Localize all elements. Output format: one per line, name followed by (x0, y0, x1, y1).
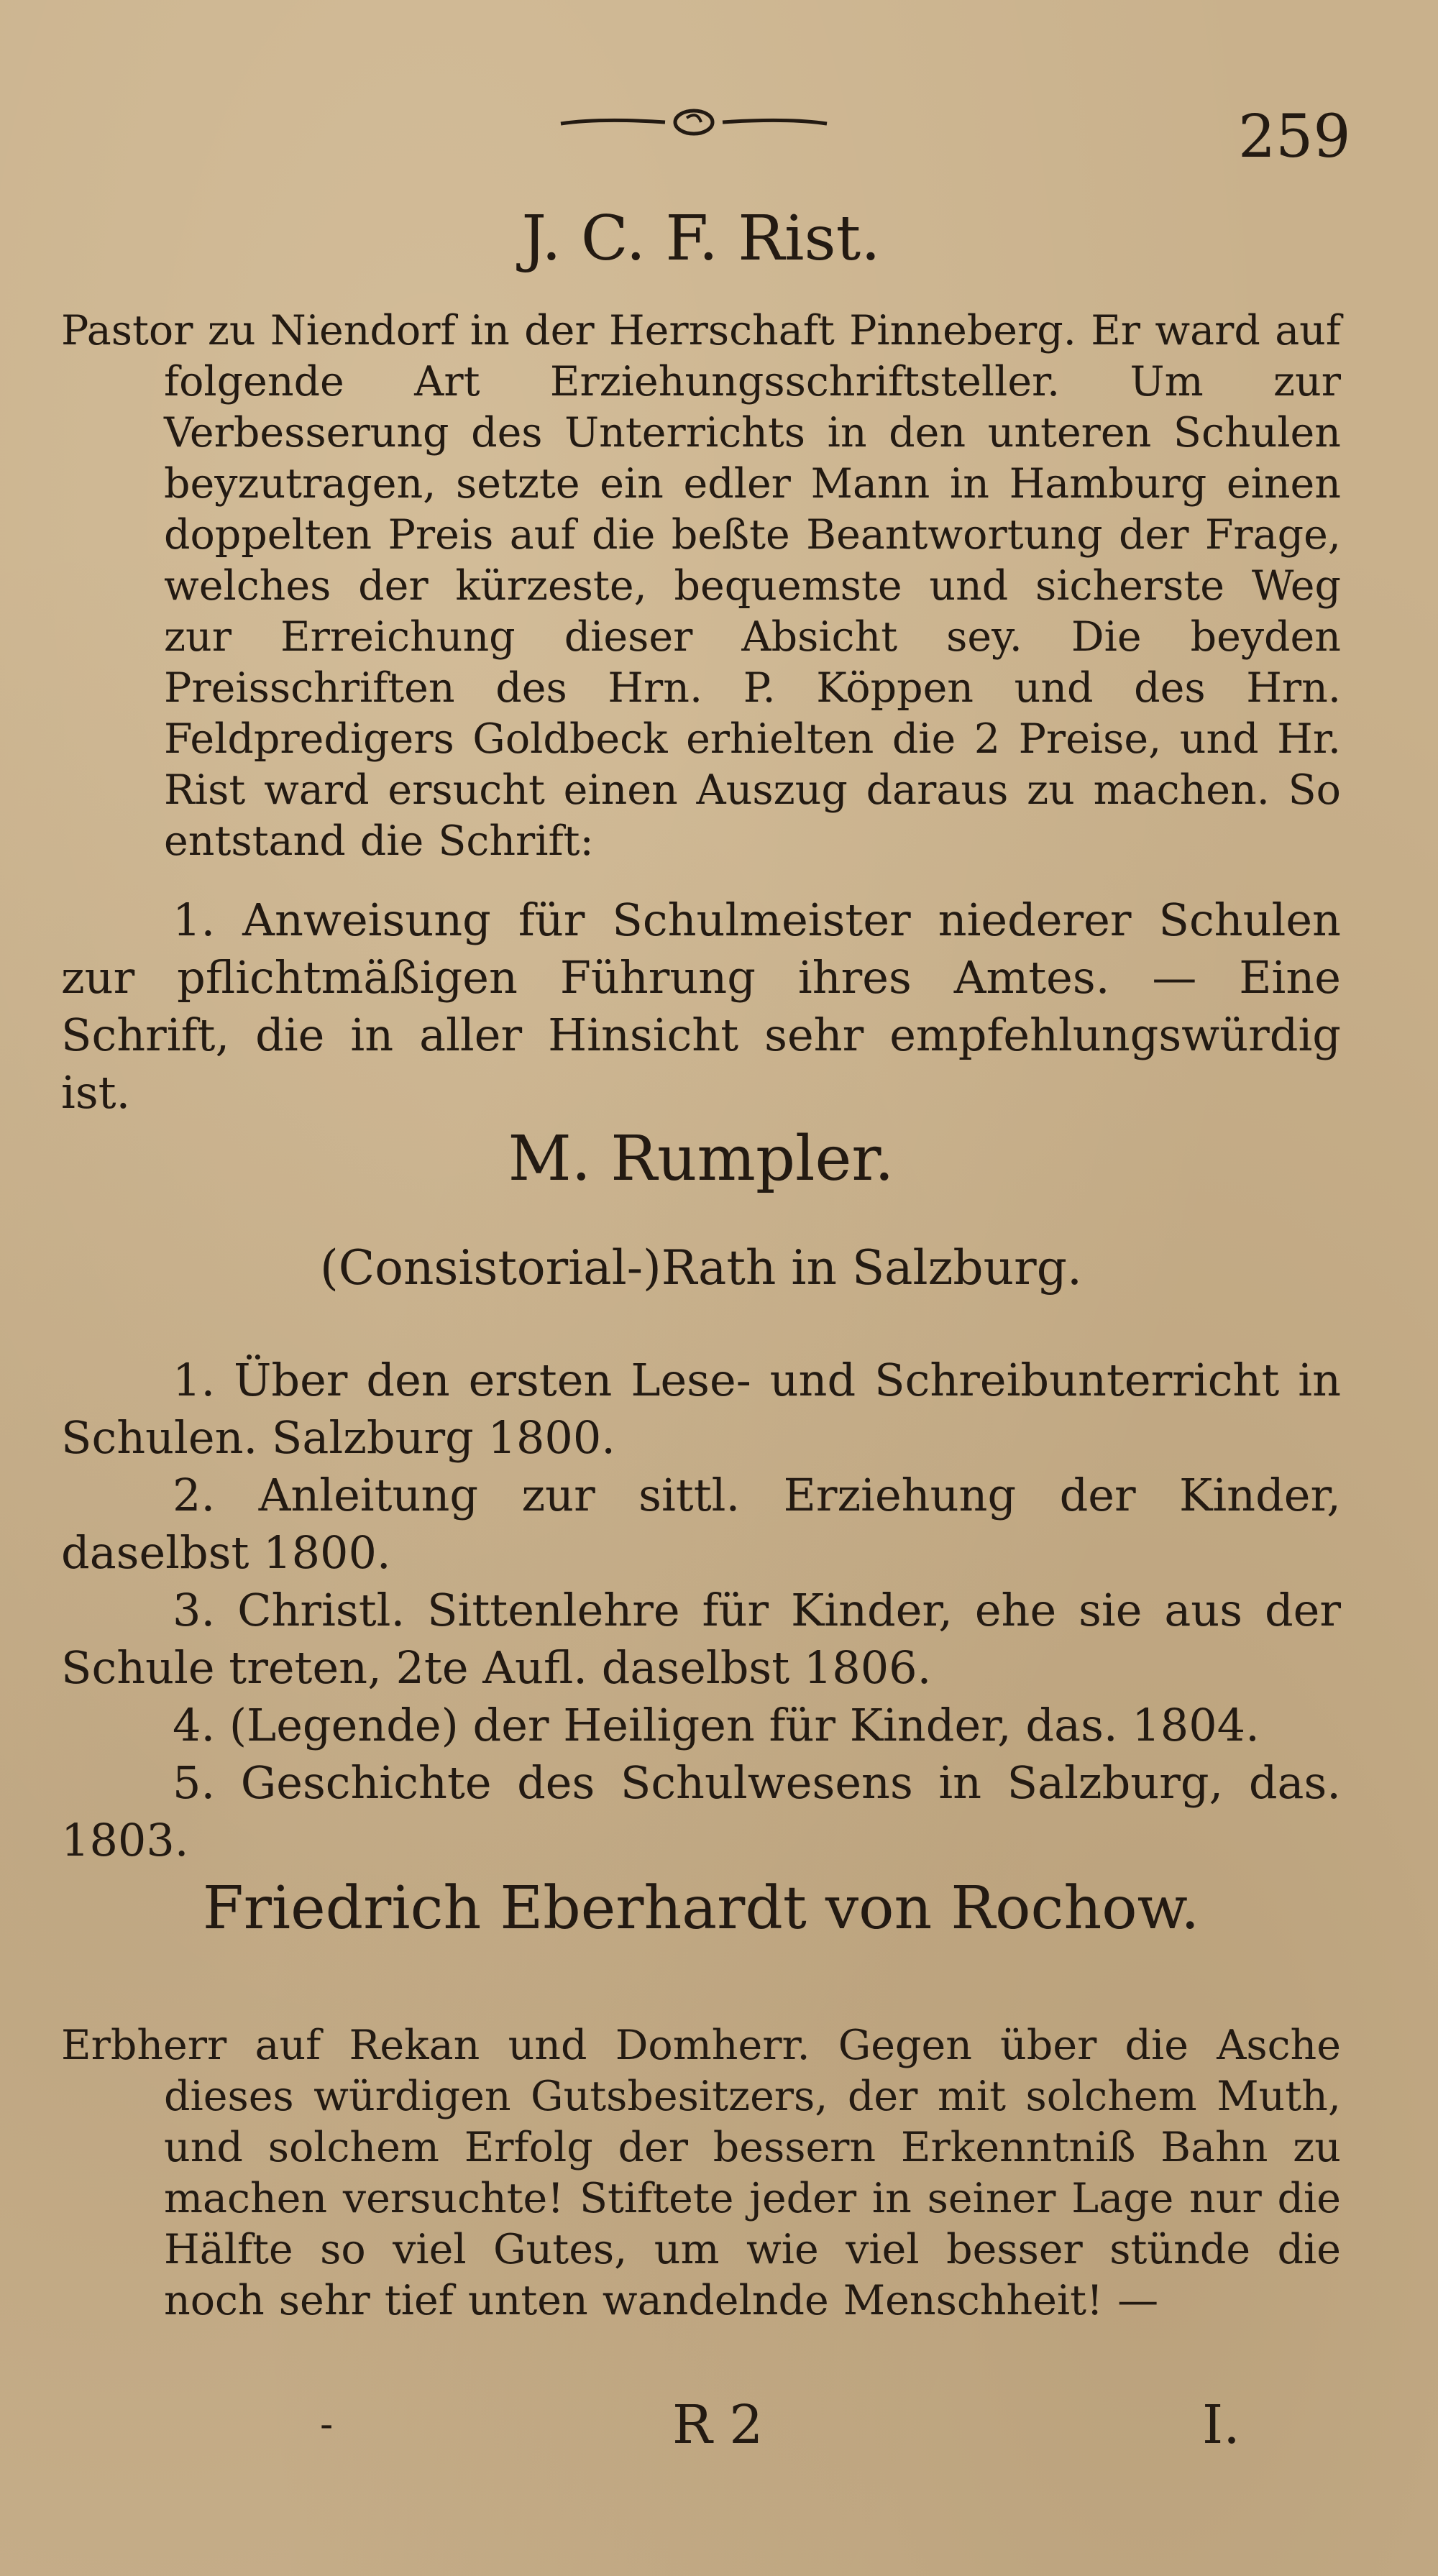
bibliography-item: 5. Geschichte des Schulwesens in Salzburg, das. 1803. (61, 1756, 1341, 1866)
bio-paragraph: Pastor zu Niendorf in der Herrschaft Pinneberg. Er ward auf folgende Art Erziehungsschriftsteller. Um zur Verbesserung des Unterrichts in den unteren Schulen beyzutragen, setzte ein edler Mann in Hamburg einen doppelten Preis auf die beßte Beantwortung der Frage, welches der kürzeste, bequemste und sicherste Weg zur Erreichung dieser Absicht sey. Die beyden Preisschriften des Hrn. P. Köppen und des Hrn. Feldpredigers Goldbeck erhielten die 2 Preise, und Hr. Rist ward ersucht einen Auszug daraus zu machen. So entstand die Schrift: (61, 307, 1341, 865)
section-rochow (61, 1876, 1341, 1941)
section-subtitle: (Consistorial-)Rath in Salzburg. (320, 1240, 1082, 1296)
bibliography-item: 4. (Legende) der Heiligen für Kinder, das. 1804. (173, 1699, 1260, 1751)
section-rumpler (61, 1125, 1341, 1193)
bibliography-item: 1. Über den ersten Lese- und Schreibunterricht in Schulen. Salzburg 1800. (61, 1354, 1341, 1464)
section-rist-works (61, 891, 1341, 1122)
section-rist (61, 205, 1341, 273)
section-rumpler-works (61, 1352, 1341, 1869)
section-heading: J. C. F. Rist. (521, 203, 881, 275)
bibliography-item: 3. Christl. Sittenlehre für Kinder, ehe sie aus der Schule treten, 2te Aufl. daselbst 1806. (61, 1584, 1341, 1694)
bibliography-item: 2. Anleitung zur sittl. Erziehung der Kinder, daselbst 1800. (61, 1469, 1341, 1579)
footer-mark: - (320, 2401, 334, 2447)
bibliography-item: 1. Anweisung für Schulmeister niederer Schulen zur pflichtmäßigen Führung ihres Amtes. — Eine Schrift, die in aller Hinsicht sehr empfehlungswürdig ist. (61, 894, 1341, 1119)
section-heading: Friedrich Eberhardt von Rochow. (202, 1874, 1200, 1943)
page-number: 259 (1238, 103, 1351, 171)
section-heading: M. Rumpler. (508, 1123, 894, 1195)
header-ornament (557, 108, 830, 137)
signature-mark: R 2 (672, 2394, 764, 2456)
bio-paragraph: Erbherr auf Rekan und Domherr. Gegen über die Asche dieses würdigen Gutsbesitzers, der mit solchem Muth, und solchem Erfolg der bessern Erkenntniß Bahn zu machen versuchte! Stiftete jeder in seiner Lage nur die Hälfte so viel Gutes, um wie viel besser stünde die noch sehr tief unten wandelnde Menschheit! — (61, 2022, 1341, 2324)
catchword: I. (1202, 2394, 1240, 2456)
section-rochow-bio (61, 2020, 1341, 2327)
section-rist-bio (61, 306, 1341, 867)
section-rumpler-subtitle (61, 1240, 1341, 1296)
